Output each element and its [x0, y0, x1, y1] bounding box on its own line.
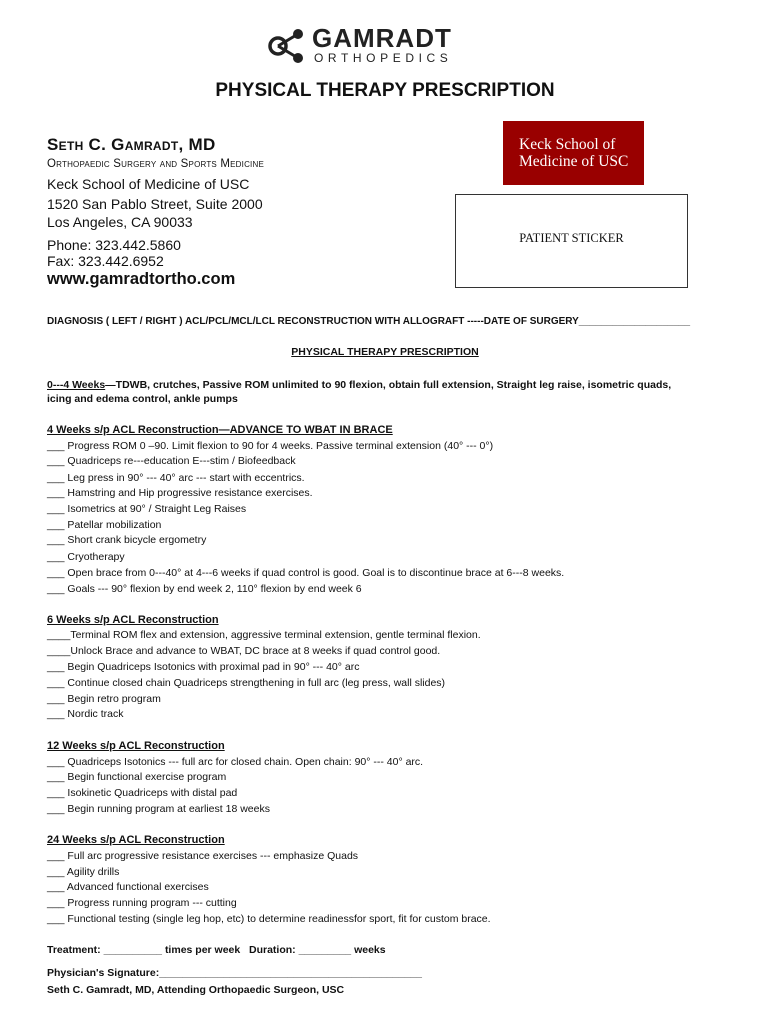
gamradt-logo	[268, 24, 468, 68]
address-line: Los Angeles, CA 90033	[47, 214, 193, 230]
keck-usc-logo	[503, 121, 644, 185]
logo-subtitle: ORTHOPEDICS	[314, 51, 453, 65]
address-line: Keck School of Medicine of USC	[47, 176, 250, 192]
checklist-item: ___ Quadriceps re‐‐‐education E‐‐‐stim / Biofeedback	[47, 455, 296, 467]
treatment-mid: times per week	[164, 944, 241, 956]
address-line: 1520 San Pablo Street, Suite 2000	[47, 196, 263, 212]
checklist-item: ____Unlock Brace and advance to WBAT, DC brace at 8 weeks if quad control good.	[47, 645, 441, 657]
duration-blank[interactable]: _________	[298, 944, 352, 956]
checklist-item: ____Terminal ROM flex and extension, aggressive terminal extension, gentle terminal flexion.	[47, 629, 481, 641]
checklist-item: ___ Begin functional exercise program	[47, 771, 227, 783]
page-title: PHYSICAL THERAPY PRESCRIPTION	[215, 80, 555, 101]
doctor-name: Seth C. Gamradt, MD	[47, 135, 216, 154]
fax: Fax: 323.442.6952	[47, 253, 164, 269]
phase-0-text-cont: icing and edema control, ankle pumps	[47, 393, 238, 405]
section-24-weeks-heading: 24 Weeks s/p ACL Reconstruction	[47, 834, 225, 846]
section-6-weeks-heading: 6 Weeks s/p ACL Reconstruction	[47, 614, 219, 626]
checklist-item: ___ Functional testing (single leg hop, etc) to determine readinessfor sport, fit for custom brace.	[47, 913, 491, 925]
logo-brand: GAMRADT	[312, 23, 452, 53]
checklist-item: ___ Advanced functional exercises	[47, 881, 209, 893]
share-network-icon	[268, 26, 308, 66]
doctor-specialty: Orthopaedic Surgery and Sports Medicine	[47, 158, 264, 170]
checklist-item: ___ Agility drills	[47, 866, 120, 878]
section-subtitle: PHYSICAL THERAPY PRESCRIPTION	[291, 346, 479, 358]
phase-0-4-weeks	[47, 379, 671, 391]
section-12-weeks-heading: 12 Weeks s/p ACL Reconstruction	[47, 740, 225, 752]
signature-name: Seth C. Gamradt, MD, Attending Orthopaedic Surgeon, USC	[47, 984, 345, 996]
checklist-item: ___ Hamstring and Hip progressive resistance exercises.	[47, 487, 313, 499]
checklist-item: ___ Begin Quadriceps Isotonics with proximal pad in 90° ‐‐‐ 40° arc	[47, 661, 360, 673]
phone: Phone: 323.442.5860	[47, 237, 181, 253]
treatment-frequency-blank[interactable]: __________	[103, 944, 163, 956]
keck-logo-line1: Keck School of	[519, 136, 616, 153]
checklist-item: ___ Patellar mobilization	[47, 519, 162, 531]
checklist-item: ___ Quadriceps Isotonics ‐‐‐ full arc for closed chain. Open chain: 90° ‐‐‐ 40° arc.	[47, 756, 424, 768]
phase-0-heading: 0‐‐‐4 Weeks	[47, 379, 106, 391]
checklist-item: ___ Open brace from 0‐‐‐40° at 4‐‐‐6 weeks if quad control is good. Goal is to discontinue brace at 6‐‐‐8 weeks.	[47, 567, 565, 579]
section-4-weeks-heading: 4 Weeks s/p ACL Reconstruction—ADVANCE TO WBAT IN BRACE	[47, 424, 393, 436]
checklist-item: ___ Full arc progressive resistance exercises ‐‐‐ emphasize Quads	[47, 850, 359, 862]
keck-logo-line2: Medicine of USC	[519, 153, 629, 170]
patient-sticker-label: PATIENT STICKER	[519, 231, 624, 245]
duration-unit: weeks	[354, 944, 386, 956]
checklist-item: ___ Short crank bicycle ergometry	[47, 534, 207, 546]
signature-blank[interactable]: _____________________________________________	[159, 967, 422, 979]
checklist-item: ___ Begin retro program	[47, 693, 161, 705]
website-link[interactable]: www.gamradtortho.com	[47, 270, 236, 288]
checklist-item: ___ Progress running program ‐‐‐ cutting	[47, 897, 237, 909]
checklist-item: ___ Begin running program at earliest 18 weeks	[47, 803, 270, 815]
checklist-item: ___ Leg press in 90° ‐‐‐ 40° arc ‐‐‐ start with eccentrics.	[47, 472, 305, 484]
signature-label: Physician's Signature:	[47, 967, 160, 979]
patient-sticker-box	[455, 194, 688, 288]
duration-label: Duration:	[249, 944, 296, 956]
treatment-line	[47, 944, 386, 956]
checklist-item: ___ Progress ROM 0 –90. Limit flexion to 90 for 4 weeks. Passive terminal extension (40° ‐‐‐ 0°)	[47, 440, 494, 452]
checklist-item: ___ Nordic track	[47, 708, 124, 720]
phase-0-text: —TDWB, crutches, Passive ROM unlimited to 90 flexion, obtain full extension, Straight leg raise, isometric quads,	[105, 379, 672, 391]
signature-line	[47, 967, 422, 979]
checklist-item: ___ Isokinetic Quadriceps with distal pad	[47, 787, 238, 799]
checklist-item: ___ Continue closed chain Quadriceps strengthening in full arc (leg press, wall slides)	[47, 677, 446, 689]
checklist-item: ___ Isometrics at 90° / Straight Leg Raises	[47, 503, 247, 515]
checklist-item: ___ Goals ‐‐‐ 90° flexion by end week 2, 110° flexion by end week 6	[47, 583, 362, 595]
checklist-item: ___ Cryotherapy	[47, 551, 125, 563]
diagnosis-line: DIAGNOSIS ( LEFT / RIGHT ) ACL/PCL/MCL/LCL RECONSTRUCTION WITH ALLOGRAFT ‐‐‐‐‐DATE OF SURGERY____________________	[47, 316, 691, 327]
treatment-label: Treatment:	[47, 944, 101, 956]
